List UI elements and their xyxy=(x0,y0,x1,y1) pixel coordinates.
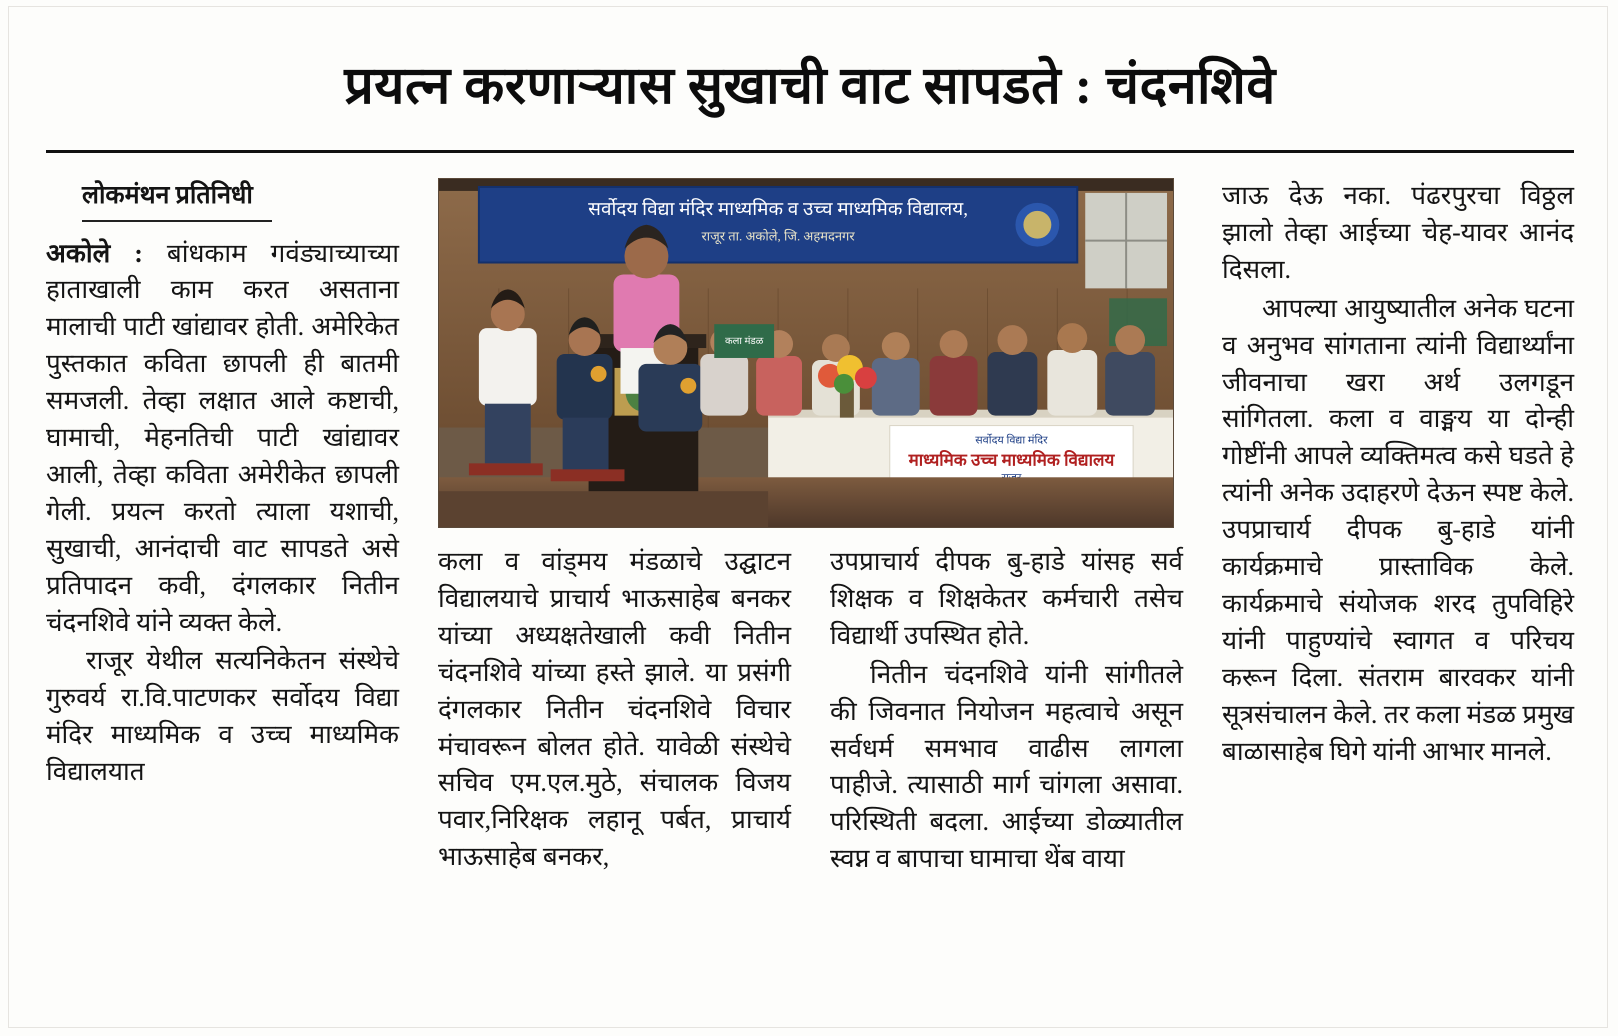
article-column-1 xyxy=(46,178,399,793)
byline-divider xyxy=(82,220,272,222)
article-column-4 xyxy=(1222,178,1574,773)
article-columns xyxy=(46,178,1574,998)
paragraph-c1-p2: राजूर येथील सत्यनिकेतन संस्थेचे गुरुवर्य रा.वि.पाटणकर सर्वोदय विद्या मंदिर माध्यमिक व उच्च माध्यमिक विद्यालयात xyxy=(46,646,399,787)
svg-text:राजूर ता. अकोले, जि. अहमदनगर: राजूर ता. अकोले, जि. अहमदनगर xyxy=(701,228,855,244)
article-column-3 xyxy=(830,544,1183,880)
dateline: अकोले : xyxy=(46,238,143,268)
paragraph-c3-p2: नितीन चंदनशिवे यांनी सांगीतले की जिवनात नियोजन महत्वाचे असून सर्वधर्म समभाव वाढीस लागला पाहीजे. त्यासाठी मार्ग चांगला असावा. परिस्थिती बदला. आईच्या डोळ्यातील स्वप्न व बापाचा घामाचा थेंब वाया xyxy=(830,659,1183,874)
page-title: प्रयत्न करणाऱ्यास सुखाची वाट सापडते : चंदनशिवे xyxy=(344,58,1276,115)
paragraph-c2-p1: कला व वांड्मय मंडळाचे उद्घाटन विद्यालयाचे प्राचार्य भाऊसाहेब बनकर यांच्या अध्यक्षतेखाली कवी नितीन चंदनशिवे यांच्या हस्ते झाले. या प्रसंगी दंगलकार नितीन चंदनशिवे विचार मंचावरून बोलत होते. यावेळी संस्थेचे सचिव एम.एल.मुठे, संचालक विजय पवार,निरिक्षक लहानू पर्बत, प्राचार्य भाऊसाहेब बनकर, xyxy=(438,547,791,872)
headline-divider xyxy=(46,150,1574,153)
svg-text:माध्यमिक उच्च माध्यमिक विद्याल: माध्यमिक उच्च माध्यमिक विद्यालय xyxy=(908,450,1115,470)
svg-text:सर्वोदय विद्या मंदिर माध्यमिक: सर्वोदय विद्या मंदिर माध्यमिक व उच्च माध्यमिक विद्यालय, xyxy=(588,198,968,220)
paragraph-c1-p1-text: बांधकाम गवंड्याच्याच्या हाताखाली काम करत असताना मालाची पाटी खांद्यावर होती. अमेरिकेत पुस्तकात कविता छापली ही बातमी समजली. तेव्हा लक्षात आले कष्टाची, घामाची, मेहनतिची पाटी खांद्यावर आली, तेव्हा कविता अमेरीकेत छापली गेली. प्रयत्न करतो त्याला यशाची, सुखाची, आनंदाची वाट सापडते असे प्रतिपादन कवी, दंगलकार नितीन चंदनशिवे यांने व्यक्त केले. xyxy=(46,238,399,637)
paragraph-c1-p1 xyxy=(46,236,399,642)
paragraph-c4-p2: आपल्या आयुष्यातील अनेक घटना व अनुभव सांगताना त्यांनी विद्यार्थ्यांना जीवनाचा खरा अर्थ उलगडून सांगितला. कला व वाङ्मय या दोन्ही गोष्टींनी आपले व्यक्तिमत्व कसे घडते हे त्यांनी अनेक उदाहरणे देऊन स्पष्ट केले. उपप्राचार्य दीपक बु-हाडे यांनी कार्यक्रमाचे प्रास्ताविक केले. कार्यक्रमाचे संयोजक शरद तुपविहिरे यांनी पाहुण्यांचे स्वागत व परिचय करून दिला. संतराम बारवकर यांनी सूत्रसंचालन केले. तर कला मंडळ प्रमुख बाळासाहेब घिगे यांनी आभार मानले. xyxy=(1222,293,1575,766)
byline: लोकमंथन प्रतिनिधी xyxy=(82,182,253,209)
svg-text:सर्वोदय विद्या मंदिर: सर्वोदय विद्या मंदिर xyxy=(975,434,1048,447)
paragraph-c4-p1: जाऊ देऊ नका. पंढरपुरचा विठ्ठल झालो तेव्हा आईच्या चेह-यावर आनंद दिसला. xyxy=(1222,181,1574,284)
article-column-2 xyxy=(438,544,791,878)
paragraph-c3-p1: उपप्राचार्य दीपक बु-हाडे यांसह सर्व शिक्षक व शिक्षकेतर कर्मचारी तसेच विद्यार्थी उपस्थित होते. xyxy=(830,547,1183,650)
svg-text:कला मंडळ: कला मंडळ xyxy=(725,336,764,348)
photo-illustration xyxy=(439,179,1173,527)
article-photo xyxy=(438,178,1174,528)
